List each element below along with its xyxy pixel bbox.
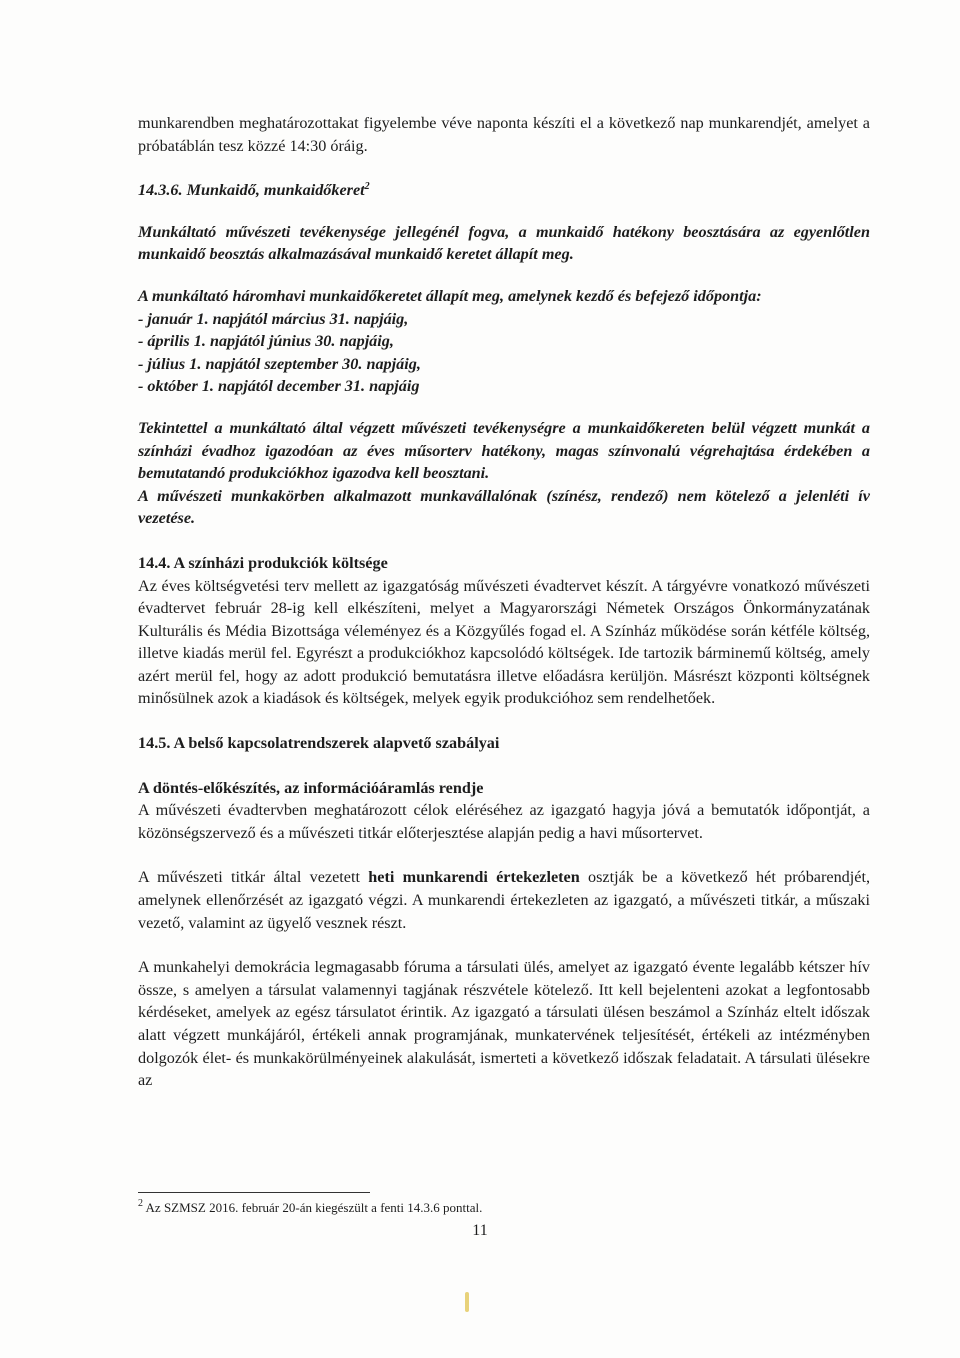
section-14-3-6-para2: A munkáltató háromhavi munkaidőkeretet állapít meg, amelynek kezdő és befejező időpontja: [138, 286, 762, 305]
para2-text-c: osztják be a következő hét próbarendjét, amelynek ellenőrzését az igazgató végzi. A munkarendi értekezleten az igazgató, a művészeti titkár, a műszaki vezető, valamint az ügyelő vesznek részt. [138, 868, 870, 932]
document-body [138, 112, 870, 1092]
section-14-5-subtitle: A döntés-előkészítés, az információáramlás rendje [138, 778, 484, 797]
section-14-4-title: 14.4. A színházi produkciók költsége [138, 553, 388, 572]
section-14-5-para2 [138, 866, 870, 934]
section-14-5-para3: A munkahelyi demokrácia legmagasabb fóruma a társulati ülés, amelyet az igazgató évente legalább kétszer hív össze, s amelyen a társulat valamennyi tagjának részvétele kötelező. Itt kell bejelenteni azokat a legfontosabb kérdéseket, amelyek az egész társulatot érintik. Az igazgató a társulati ülésen beszámol a Színház eltelt időszak alatt végzett munkájáról, értékeli annak programjának, munkatervének teljesítését, értékeli az intézményben dolgozók élet- és munkakörülményeinek alakulását, ismerteti a következő időszak feladatait. A társulati ülésekre az [138, 958, 870, 1090]
period-item: - július 1. napjától szeptember 30. napjáig, [138, 354, 421, 373]
page-number: 11 [472, 1222, 488, 1239]
scan-speck [465, 1292, 469, 1312]
para2-text-a: A művészeti titkár által vezetett [138, 868, 369, 887]
section-14-3-6-title [138, 179, 870, 202]
footnote-text: Az SZMSZ 2016. február 20-án kiegészült a fenti 14.3.6 ponttal. [145, 1200, 483, 1215]
footnote-ref[interactable]: 2 [364, 181, 370, 193]
footnote-marker: 2 [138, 1198, 143, 1209]
section-14-3-6-para4: A művészeti munkakörben alkalmazott munkavállalónak (színész, rendező) nem kötelező a jelenléti ív vezetése. [138, 486, 870, 528]
section-14-5-title: 14.5. A belső kapcsolatrendszerek alapvető szabályai [138, 734, 500, 753]
section-14-4-para1: Az éves költségvetési terv mellett az igazgatóság művészeti évadtervet készít. A tárgyévre vonatkozó művészeti évadtervet február 28-ig kell elkészíteni, melyet a Magyarországi Németek Országos Önkormányzatának Kulturális és Média Bizottsága véleményez és a Közgyűlés fogad el. A Színház működése során kétféle költség, illetve kiadás merül fel. Egyrészt a produkciókhoz kapcsolódó költségek. Ide tartozik bárminemű költség, amely azért merül fel, hogy az adott produkció bemutatásra illetve előadásra kerüljön. Másrészt központi költségnek minősülnek azok a kiadások és költségek, melyek egyik produkcióhoz sem rendelhetőek. [138, 576, 870, 708]
period-item: - április 1. napjától június 30. napjáig, [138, 332, 394, 351]
meeting-name-bold: heti munkarendi értekezleten [368, 868, 580, 887]
section-14-3-6-para3: Tekintettel a munkáltató által végzett művészeti tevékenységre a munkaidőkereten belül végzett munkát a színházi évadhoz igazodóan az éves műsorterv hatékony, magas színvonalú végrehajtása érdekében a bemutatandó produkciókhoz igazodva kell beosztani. [138, 418, 870, 483]
intro-paragraph: munkarendben meghatározottakat figyelembe véve naponta készíti el a következő nap munkarendjét, amelyet a próbatáblán tesz közzé 14:30 óráig. [138, 114, 870, 155]
section-14-5-para1: A művészeti évadtervben meghatározott célok eléréséhez az igazgató hagyja jóvá a bemutatók időpontját, a közönségszervező és a művészeti titkár előterjesztése alapján pedig a havi műsortervet. [138, 801, 870, 842]
footnote [138, 1200, 482, 1216]
section-title-text: 14.3.6. Munkaidő, munkaidőkeret [138, 181, 365, 200]
section-14-3-6-para1: Munkáltató művészeti tevékenysége jellegénél fogva, a munkaidő hatékony beosztására az egyenlőtlen munkaidő beosztás alkalmazásával munkaidő keretet állapít meg. [138, 222, 870, 264]
period-item: - január 1. napjától március 31. napjáig, [138, 309, 409, 328]
period-item: - október 1. napjától december 31. napjáig [138, 377, 420, 396]
footnote-divider [138, 1192, 370, 1193]
